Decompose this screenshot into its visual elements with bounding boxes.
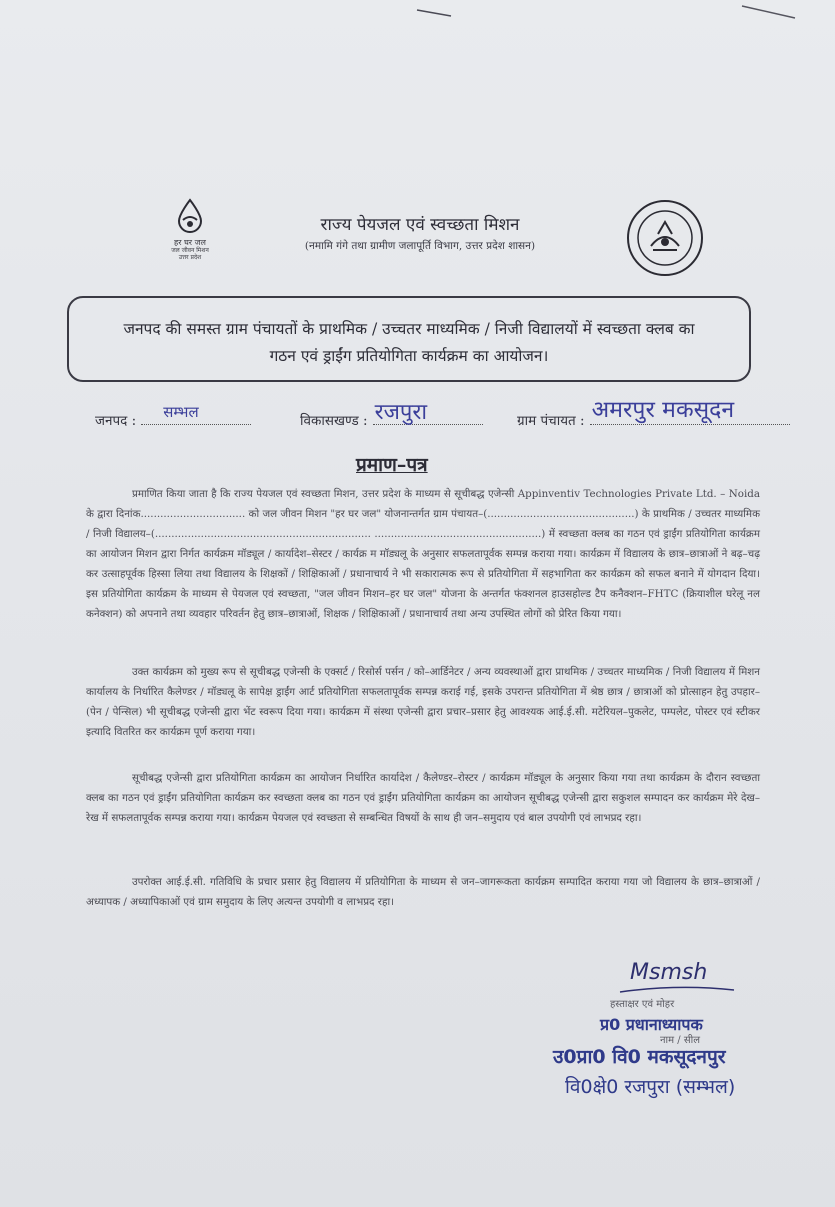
logo-text-1: हर घर जल <box>174 238 206 247</box>
janpad-label: जनपद : <box>95 413 137 429</box>
janpad-value: सम्भल <box>163 403 199 421</box>
page-subtitle: (नमामि गंगे तथा ग्रामीण जलापूर्ति विभाग, उत्तर प्रदेश शासन) <box>304 240 536 252</box>
logo-text-2: जल जीवन मिशन <box>171 247 209 254</box>
paragraph-2 <box>86 662 760 742</box>
signature-label-1: हस्ताक्षर एवं मोहर <box>610 999 675 1010</box>
vikaskhand-value: रजपुरा <box>374 400 428 425</box>
janpad-blank <box>141 403 251 425</box>
subject-line-2: गठन एवं ड्राईंग प्रतियोगिता कार्यक्रम का आयोजन। <box>269 347 549 365</box>
subject-line-1: जनपद की समस्त ग्राम पंचायतों के प्राथमिक / उच्चतर माध्यमिक / निजी विद्यालयों में स्वच्छता क्लब का <box>123 320 695 338</box>
logo-text-3: उत्तर प्रदेश <box>178 254 202 261</box>
paragraph-2-text: उक्त कार्यक्रम को मुख्य रूप से सूचीबद्ध एजेन्सी के एक्सर्ट / रिसोर्स पर्सन / को–आर्डिनेटर / अन्य व्यवस्थाओं द्वारा प्राथमिक / उच्चतर माध्यमिक / निजी विद्यालय में मिशन कार्यालय के निर्धारित कैलेण्डर / मॉड्यलू के सापेक्ष ड्राईंग आर्ट प्रतियोगिता सफलतापूर्वक सम्पन्न कराई गई, इसके उपरान्त प्रतियोगिता में श्रेष्ठ छात्र / छात्राओं को प्रोत्साहन हेतु उपहार–(पेन / पेन्सिल) भी सूचीबद्ध एजेन्सी द्वारा भेंट स्वरूप दिया गया। कार्यक्रम में संस्था एजेन्सी द्वारा प्रचार–प्रसार हेतु आवश्यक आई.ई.सी. मटेरियल–पुकलेट, पम्पलेट, पोस्टर एवं स्टीकर इत्यादि वितरित कर कार्यक्रम पूर्ण कराया गया। <box>86 666 760 738</box>
signature-underline <box>618 982 738 996</box>
vikaskhand-label: विकासखण्ड : <box>300 413 368 429</box>
pen-mark <box>415 4 455 18</box>
gram-panchayat-label: ग्राम पंचायत : <box>517 413 585 429</box>
stamp-line-3: वि0क्षे0 रजपुरा (सम्भल) <box>565 1076 736 1098</box>
gram-panchayat-field <box>517 397 790 429</box>
seal-icon <box>625 198 705 278</box>
water-drop-icon <box>175 198 205 234</box>
paragraph-3-text: सूचीबद्ध एजेन्सी द्वारा प्रतियोगिता कार्यक्रम का आयोजन निर्धारित कार्यादेश / कैलेण्डर–रोस्टर / कार्यक्रम मॉड्यूल के अनुसार किया गया तथा कार्यक्रम के दौरान स्वच्छता क्लब का गठन एवं ड्राईंग प्रतियोगिता कार्यक्रम कर स्वच्छता क्लब का गठन एवं ड्राईंग प्रतियोगिता कार्यक्रम का आयोजन सूचीबद्ध एजेन्सी द्वारा सकुशल सम्पादन कर कार्यक्रम मेरे देख–रेख में सफलतापूर्वक सम्पन्न कराया गया। कार्यक्रम पेयजल एवं स्वच्छता से सम्बन्धित विषयों के साथ ही जन–समुदाय एवं बाल उपयोगी एवं लाभप्रद रहा। <box>86 772 760 824</box>
handwritten-signature: Msmsh <box>630 960 708 985</box>
subject-text <box>89 316 729 370</box>
pen-mark <box>740 4 800 22</box>
certificate-heading: प्रमाण–पत्र <box>356 454 428 476</box>
janpad-field <box>95 403 251 429</box>
page-title: राज्य पेयजल एवं स्वच्छता मिशन <box>320 215 520 235</box>
gram-panchayat-blank <box>590 397 790 425</box>
stamp-line-2: उ0प्रा0 वि0 मकसूदनपुर <box>553 1046 726 1068</box>
paragraph-1 <box>86 484 760 624</box>
header-title-block <box>250 212 590 253</box>
jal-jeevan-mission-logo <box>150 198 230 270</box>
paragraph-3 <box>86 768 760 828</box>
gram-panchayat-value: अमरपुर मकसूदन <box>591 397 735 423</box>
subject-box <box>67 296 751 382</box>
paragraph-4 <box>86 872 760 912</box>
vikaskhand-blank <box>373 400 483 425</box>
paragraph-1-text: प्रमाणित किया जाता है कि राज्य पेयजल एवं स्वच्छता मिशन, उत्तर प्रदेश के माध्यम से सूचीबद्ध एजेन्सी Appinventiv Technologies Private Ltd. – Noida के द्वारा दिनांक................................ को जल जीवन मिशन "हर घर जल" योजनान्तर्गत ग्राम पंचायत–(.............................................) के प्राथमिक / उच्चतर माध्यमिक / निजी विद्यालय–(.................................................................. ...................................................) में स्वच्छता क्लब का गठन एवं ड्राईंग प्रतियोगिता कार्यक्रम का आयोजन मिशन द्वारा निर्गत कार्यक्रम मॉड्यूल / कार्यादेश–सेस्टर / कार्यक्र म मॉड्यलू के अनुसार सफलतापूर्वक सम्पन्न कराया गया। कार्यक्रम में विद्यालय के छात्र–छात्राओं ने बढ़–चढ़ कर उत्साहपूर्वक हिस्सा लिया तथा विद्यालय के शिक्षकों / शिक्षिकाओं / प्रधानाचार्य ने भी सकारात्मक रूप से प्रतियोगिता में सहभागिता कर कार्यक्रम को सफल बनाने में योगदान दिया। इस प्रतियोगिता कार्यक्रम के माध्यम से पेयजल एवं स्वच्छता, "जल जीवन मिशन–हर घर जल" योजना के अन्तर्गत फंक्शनल हाउसहोल्ड टैप कनैक्शन–FHTC (क्रियाशील घरेलू नल कनेक्शन) को अपनाने तथा व्यवहार परिवर्तन हेतु छात्र–छात्राओं, शिक्षक / शिक्षिकाओं / प्रधानाचार्य तथा अन्य उपस्थित लोगों को प्रेरित किया गया। <box>86 488 760 620</box>
stamp-line-1: प्र0 प्रधानाध्यापक <box>600 1015 703 1034</box>
paragraph-4-text: उपरोक्त आई.ई.सी. गतिविधि के प्रचार प्रसार हेतु विद्यालय में प्रतियोगिता के माध्यम से जन–जागरूकता कार्यक्रम सम्पादित कराया गया जो विद्यालय के छात्र–छात्राओं / अध्यापक / अध्यापिकाओं एवं ग्राम समुदाय के लिए अत्यन्त उपयोगी व लाभप्रद रहा। <box>86 876 760 908</box>
up-govt-seal <box>625 198 705 278</box>
vikaskhand-field <box>300 400 483 429</box>
signature-label-2: नाम / सील <box>660 1035 700 1046</box>
